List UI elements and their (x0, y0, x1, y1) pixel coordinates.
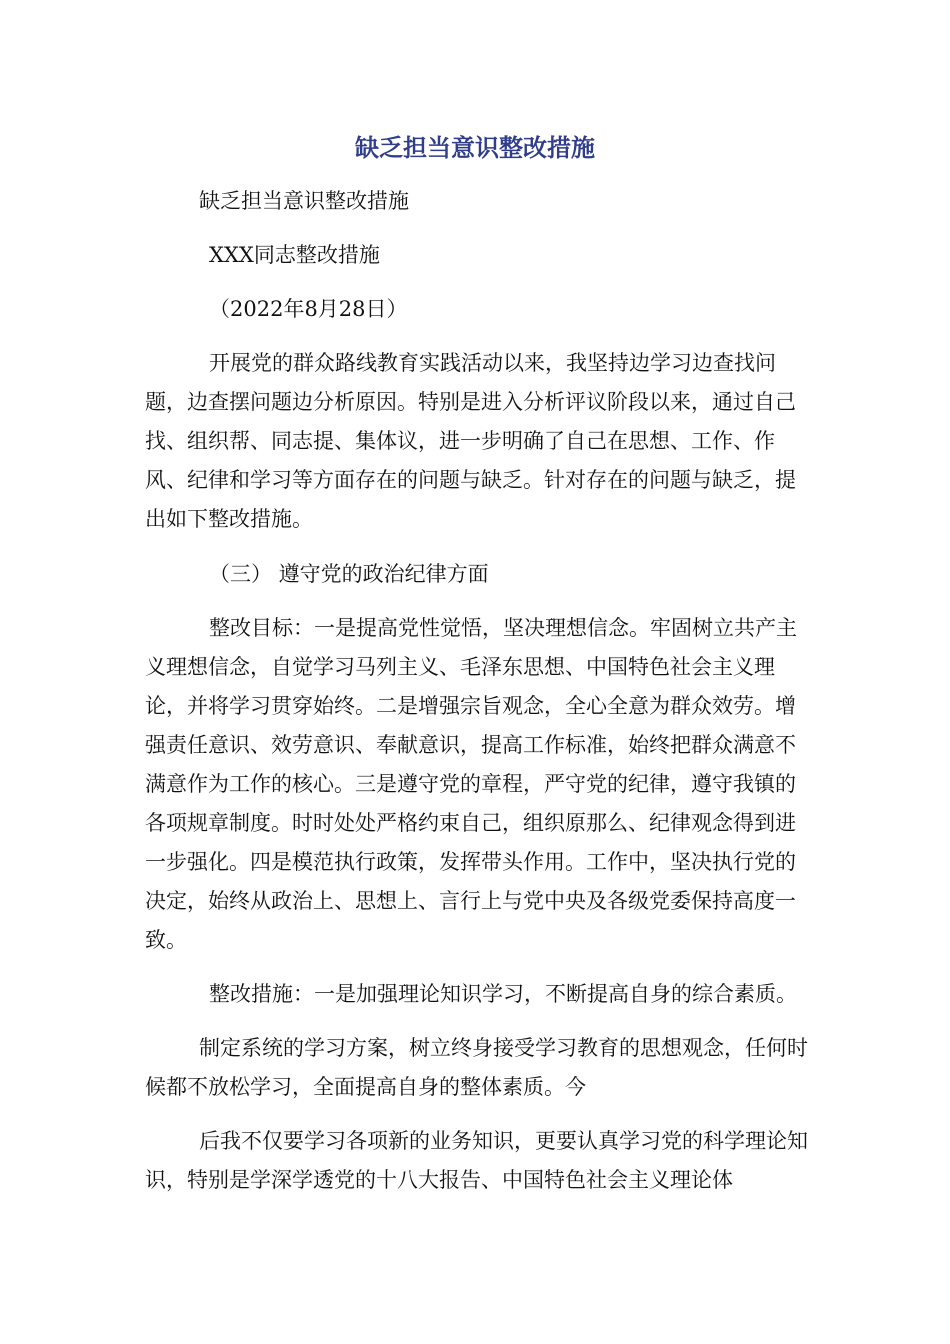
paragraph-measures: 整改措施：一是加强理论知识学习，不断提高自身的综合素质。 (209, 982, 797, 1006)
paragraph-author: XXX同志整改措施 (209, 243, 380, 267)
paragraph-intro: 开展党的群众路线教育实践活动以来，我坚持边学习边查找问题，边查摆问题边分析原因。特别是进入分析评议阶段以来，通过自己找、组织帮、同志提、集体议，进一步明确了自己在思想、工作、作风、纪律和学习等方面存在的问题与缺乏。针对存在的问题与缺乏，提出如下整改措施。 (145, 351, 796, 531)
paragraph-goals: 整改目标：一是提高党性觉悟，坚决理想信念。牢固树立共产主义理想信念，自觉学习马列主义、毛泽东思想、中国特色社会主义理论，并将学习贯穿始终。二是增强宗旨观念，全心全意为群众效劳。增强责任意识、效劳意识、奉献意识，提高工作标准，始终把群众满意不满意作为工作的核心。三是遵守党的章程，严守党的纪律，遵守我镇的各项规章制度。时时处处严格约束自己，组织原那么、纪律观念得到进一步强化。四是模范执行政策，发挥带头作用。工作中，坚决执行党的决定，始终从政治上、思想上、言行上与党中央及各级党委保持高度一致。 (145, 616, 797, 952)
paragraph-date: （2022年8月28日） (209, 297, 408, 321)
paragraph-study-plan: 制定系统的学习方案，树立终身接受学习教育的思想观念，任何时候都不放松学习，全面提高自身的整体素质。今 (145, 1036, 808, 1099)
section-heading: （三） 遵守党的政治纪律方面 (209, 562, 489, 586)
paragraph-subtitle: 缺乏担当意识整改措施 (199, 189, 409, 213)
paragraph-future-study: 后我不仅要学习各项新的业务知识，更要认真学习党的科学理论知识，特别是学深学透党的十八大报告、中国特色社会主义理论体 (145, 1129, 808, 1192)
document-title: 缺乏担当意识整改措施 (355, 134, 595, 162)
